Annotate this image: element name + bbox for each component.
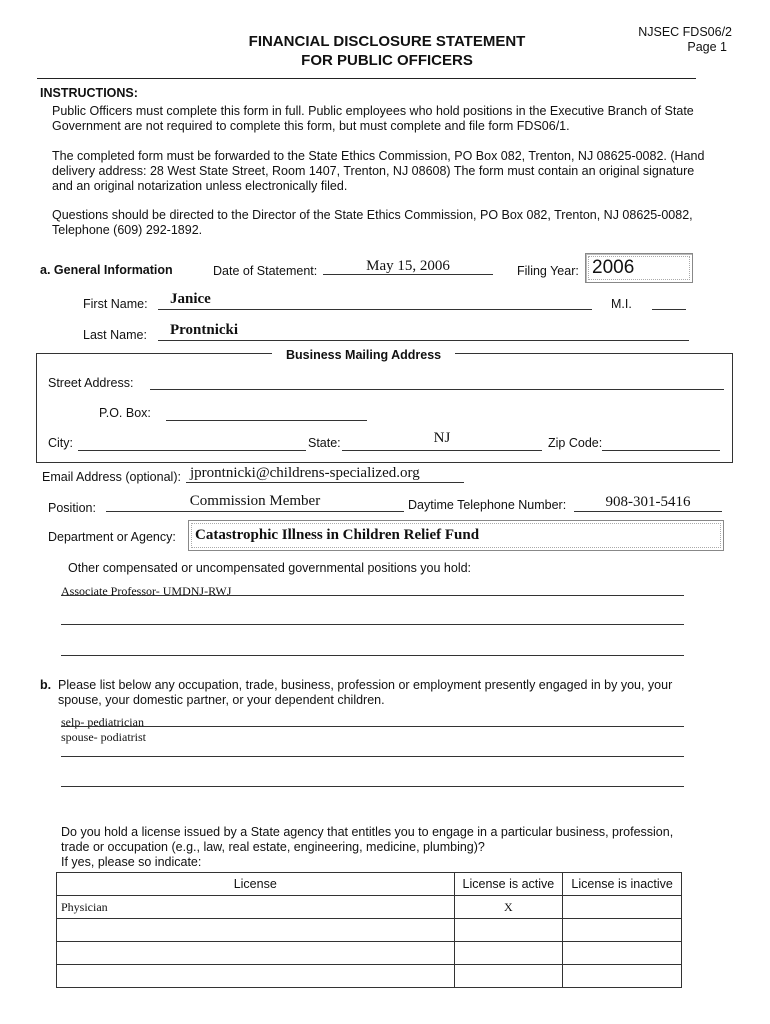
- other-positions-label: Other compensated or uncompensated governmental positions you hold:: [68, 561, 472, 575]
- other-position-underline-3: [61, 655, 684, 656]
- city-underline: [78, 450, 306, 451]
- filing-year-value: 2006: [592, 257, 635, 278]
- last-name-underline: [158, 340, 689, 341]
- email-field[interactable]: jprontnicki@childrens-specialized.org: [190, 465, 420, 481]
- po-box-underline: [166, 420, 367, 421]
- license-name-cell[interactable]: [57, 965, 455, 988]
- general-info-heading: a. General Information: [40, 263, 173, 277]
- first-name-label: First Name:: [83, 297, 148, 311]
- position-label: Position:: [48, 501, 96, 515]
- license-inactive-cell[interactable]: [563, 965, 682, 988]
- form-code: NJSEC FDS06/2: [638, 25, 732, 39]
- phone-field[interactable]: 908-301-5416: [605, 494, 691, 510]
- position-underline: [106, 511, 404, 512]
- table-row: [57, 965, 682, 988]
- date-of-statement-field[interactable]: May 15, 2006: [366, 258, 450, 274]
- zip-code-label: Zip Code:: [548, 436, 603, 450]
- occupation-underline-2: [61, 756, 684, 757]
- occupation-entry-1[interactable]: selp- pediatrician: [61, 715, 144, 729]
- section-b-text-l2: spouse, your domestic partner, or your dependent children.: [58, 693, 385, 707]
- other-position-underline-1: [61, 595, 684, 596]
- license-name-cell[interactable]: [57, 919, 455, 942]
- instructions-p2-l1: The completed form must be forwarded to the State Ethics Commission, PO Box 082, Trenton, NJ 08625-0082. (Hand: [52, 149, 705, 163]
- zip-code-underline: [602, 450, 720, 451]
- license-active-cell[interactable]: [454, 942, 563, 965]
- other-position-line-1[interactable]: Associate Professor- UMDNJ-RWJ: [61, 584, 232, 598]
- instructions-heading: INSTRUCTIONS:: [40, 86, 138, 100]
- license-active-cell[interactable]: X: [454, 896, 563, 919]
- mi-label: M.I.: [611, 297, 632, 311]
- license-inactive-cell[interactable]: [563, 896, 682, 919]
- license-name-cell[interactable]: [57, 942, 455, 965]
- email-underline: [186, 482, 464, 483]
- position-field[interactable]: Commission Member: [189, 493, 321, 509]
- department-value: Catastrophic Illness in Children Relief Fund: [195, 527, 480, 543]
- street-address-underline: [150, 389, 724, 390]
- po-box-label: P.O. Box:: [99, 406, 151, 420]
- other-position-underline-2: [61, 624, 684, 625]
- department-label: Department or Agency:: [48, 530, 176, 544]
- date-of-statement-label: Date of Statement:: [213, 264, 318, 278]
- table-row: [57, 919, 682, 942]
- city-label: City:: [48, 436, 73, 450]
- filing-year-box[interactable]: [585, 253, 693, 283]
- form-title-line1: FINANCIAL DISCLOSURE STATEMENT: [248, 33, 526, 50]
- instructions-p2-l2: delivery address: 28 West State Street, Room 1407, Trenton, NJ 08608) The form must contain an original signature: [52, 164, 695, 178]
- license-name-cell[interactable]: Physician: [57, 896, 455, 919]
- license-inactive-cell[interactable]: [563, 942, 682, 965]
- license-question-l2: trade or occupation (e.g., law, real estate, engineering, medicine, plumbing)?: [61, 840, 485, 854]
- license-table: [56, 872, 682, 988]
- license-active-cell[interactable]: [454, 919, 563, 942]
- state-label: State:: [308, 436, 341, 450]
- mi-underline: [652, 309, 686, 310]
- license-table-header: [57, 873, 682, 896]
- license-inactive-column-header: License is inactive: [563, 873, 682, 896]
- phone-underline: [574, 511, 722, 512]
- street-address-label: Street Address:: [48, 376, 134, 390]
- business-address-heading: Business Mailing Address: [272, 348, 455, 362]
- instructions-p3-l2: Telephone (609) 292-1892.: [52, 223, 203, 237]
- license-inactive-cell[interactable]: [563, 919, 682, 942]
- state-underline: [342, 450, 542, 451]
- license-column-header: License: [57, 873, 455, 896]
- occupation-entry-2[interactable]: spouse- podiatrist: [61, 730, 146, 744]
- license-active-column-header: License is active: [454, 873, 563, 896]
- instructions-p2-l3: and an original notarization unless electronically filed.: [52, 179, 348, 193]
- license-active-cell[interactable]: [454, 965, 563, 988]
- form-title-line2: FOR PUBLIC OFFICERS: [301, 52, 473, 69]
- occupation-underline-1: [61, 726, 684, 727]
- occupation-underline-3: [61, 786, 684, 787]
- instructions-p1-l1: Public Officers must complete this form in full. Public employees who hold positions in the Executive Branch of State: [52, 104, 694, 118]
- email-label: Email Address (optional):: [42, 470, 181, 484]
- license-question-l3: If yes, please so indicate:: [61, 855, 202, 869]
- first-name-field[interactable]: Janice: [170, 291, 211, 307]
- instructions-p3-l1: Questions should be directed to the Director of the State Ethics Commission, PO Box 082, Trenton, NJ 08625-0082,: [52, 208, 693, 222]
- section-b-text-l1: Please list below any occupation, trade, business, profession or employment presently engaged in by you, your: [58, 678, 673, 692]
- section-b-label: b.: [40, 678, 52, 692]
- table-row: [57, 942, 682, 965]
- table-row: [57, 896, 682, 919]
- department-box[interactable]: [188, 520, 724, 551]
- phone-label: Daytime Telephone Number:: [408, 498, 567, 512]
- last-name-field[interactable]: Prontnicki: [170, 322, 239, 338]
- instructions-p1-l2: Government are not required to complete this form, but must complete and file form FDS06/1.: [52, 119, 570, 133]
- last-name-label: Last Name:: [83, 328, 147, 342]
- first-name-underline: [158, 309, 592, 310]
- state-field[interactable]: NJ: [433, 430, 451, 446]
- license-question-l1: Do you hold a license issued by a State agency that entitles you to engage in a particular business, profession,: [61, 825, 674, 839]
- header-divider: [37, 78, 696, 79]
- filing-year-label: Filing Year:: [517, 264, 579, 278]
- page-number: Page 1: [687, 40, 727, 54]
- date-of-statement-underline: [323, 274, 493, 275]
